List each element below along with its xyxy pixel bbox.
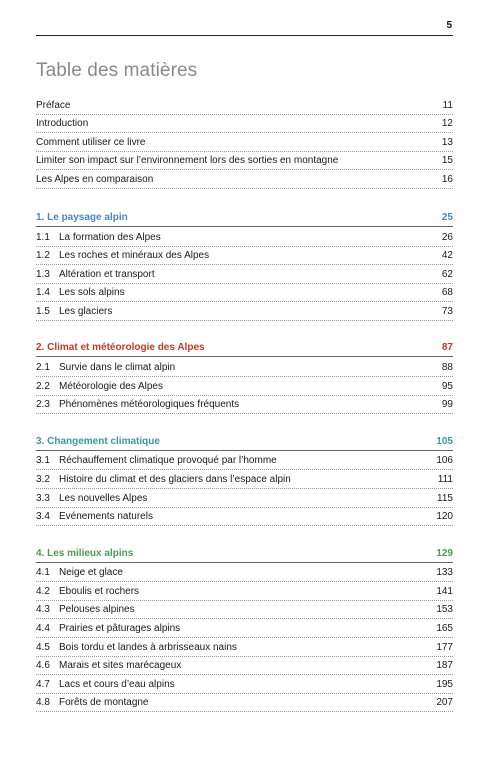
- chapter-heading[interactable]: [36, 545, 453, 563]
- section-label: Forêts de montagne: [59, 697, 149, 709]
- toc-section[interactable]: [36, 582, 453, 601]
- section-number: 4.1: [36, 567, 50, 579]
- section-label: Marais et sites marécageux: [59, 660, 182, 672]
- section-label: Phénomènes météorologiques fréquents: [59, 399, 240, 411]
- toc-section[interactable]: [36, 601, 453, 620]
- page-number: 5: [446, 20, 452, 31]
- section-page: 99: [441, 399, 453, 411]
- section-page: 62: [441, 268, 453, 280]
- toc-entry-label: Limiter son impact sur l’environnement lors des sorties en montagne: [36, 155, 339, 167]
- toc-section[interactable]: [36, 302, 453, 321]
- section-label: Evénements naturels: [59, 511, 153, 523]
- section-label: Les glaciers: [59, 305, 113, 317]
- toc-entry-page: 15: [441, 155, 453, 167]
- toc-section[interactable]: [36, 508, 453, 527]
- section-label: Eboulis et rochers: [59, 585, 140, 597]
- chapter-1: [36, 209, 453, 321]
- section-number: 2.1: [36, 362, 50, 374]
- toc-entry[interactable]: [36, 152, 453, 171]
- chapter-2: [36, 339, 453, 414]
- toc-section[interactable]: [36, 228, 453, 247]
- section-label: Les roches et minéraux des Alpes: [59, 250, 210, 262]
- chapter-title: 3. Changement climatique: [36, 435, 160, 447]
- section-page: 165: [436, 622, 453, 634]
- toc-section[interactable]: [36, 638, 453, 657]
- section-page: 88: [441, 362, 453, 374]
- section-page: 133: [436, 567, 453, 579]
- section-number: 2.2: [36, 380, 50, 392]
- toc-section[interactable]: [36, 247, 453, 266]
- section-label: Les nouvelles Alpes: [59, 492, 148, 504]
- toc-section[interactable]: [36, 358, 453, 377]
- section-page: 195: [436, 678, 453, 690]
- section-label: Survie dans le climat alpin: [59, 362, 176, 374]
- section-number: 4.5: [36, 641, 50, 653]
- chapter-page: 25: [441, 211, 453, 223]
- section-number: 4.2: [36, 585, 50, 597]
- toc-entry-page: 11: [442, 99, 453, 111]
- toc-section[interactable]: [36, 452, 453, 471]
- front-matter: [36, 96, 453, 189]
- section-page: 68: [441, 287, 453, 299]
- chapter-title: 4. Les milieux alpins: [36, 547, 134, 559]
- toc-section[interactable]: [36, 675, 453, 694]
- toc-section[interactable]: [36, 284, 453, 303]
- toc-section[interactable]: [36, 657, 453, 676]
- section-page: 73: [441, 305, 453, 317]
- section-number: 4.7: [36, 678, 50, 690]
- section-number: 4.8: [36, 697, 50, 709]
- section-number: 1.2: [36, 250, 50, 262]
- section-label: Histoire du climat et des glaciers dans l’espace alpin: [59, 473, 291, 485]
- toc-entry[interactable]: [36, 115, 453, 134]
- section-number: 1.5: [36, 305, 50, 317]
- section-page: 153: [436, 604, 453, 616]
- toc-section[interactable]: [36, 470, 453, 489]
- section-number: 4.6: [36, 660, 50, 672]
- chapter-3: [36, 433, 453, 526]
- section-label: Pelouses alpines: [59, 604, 135, 616]
- toc-entry-page: 13: [441, 136, 453, 148]
- section-page: 207: [436, 697, 453, 709]
- page-title: Table des matières: [36, 60, 198, 81]
- toc-entry[interactable]: [36, 133, 453, 152]
- toc-entry[interactable]: [36, 96, 453, 115]
- section-page: 120: [436, 511, 453, 523]
- chapter-page: 105: [436, 435, 453, 447]
- section-label: Réchauffement climatique provoqué par l’homme: [59, 455, 277, 467]
- section-label: Météorologie des Alpes: [59, 380, 163, 392]
- toc-section[interactable]: [36, 694, 453, 713]
- section-label: Bois tordu et landes à arbrisseaux nains: [59, 641, 237, 653]
- section-page: 95: [441, 380, 453, 392]
- section-page: 26: [441, 231, 453, 243]
- section-page: 106: [436, 455, 453, 467]
- chapter-heading[interactable]: [36, 209, 453, 227]
- toc-entry-label: Comment utiliser ce livre: [36, 136, 146, 148]
- section-page: 115: [437, 492, 453, 504]
- chapter-page: 129: [436, 547, 453, 559]
- section-number: 4.3: [36, 604, 50, 616]
- chapter-title: 2. Climat et météorologie des Alpes: [36, 342, 205, 354]
- section-page: 141: [436, 585, 453, 597]
- section-page: 42: [441, 250, 453, 262]
- section-number: 3.3: [36, 492, 50, 504]
- section-number: 3.2: [36, 473, 50, 485]
- section-number: 4.4: [36, 622, 50, 634]
- section-number: 1.1: [36, 231, 50, 243]
- section-label: Altération et transport: [59, 268, 155, 280]
- section-label: Neige et glace: [59, 567, 123, 579]
- chapter-heading[interactable]: [36, 433, 453, 451]
- chapter-page: 87: [441, 342, 453, 354]
- toc-section[interactable]: [36, 564, 453, 583]
- toc-section[interactable]: [36, 377, 453, 396]
- section-page: 187: [436, 660, 453, 672]
- toc-entry[interactable]: [36, 170, 453, 189]
- toc-section[interactable]: [36, 489, 453, 508]
- section-label: La formation des Alpes: [59, 231, 161, 243]
- toc-entry-label: Les Alpes en comparaison: [36, 173, 154, 185]
- section-number: 2.3: [36, 399, 50, 411]
- toc-section[interactable]: [36, 619, 453, 638]
- chapter-heading[interactable]: [36, 339, 453, 357]
- toc-entry-page: 16: [441, 173, 453, 185]
- section-label: Prairies et pâturages alpins: [59, 622, 181, 634]
- toc-entry-label: Introduction: [36, 118, 89, 130]
- chapter-4: [36, 545, 453, 713]
- section-page: 111: [437, 473, 453, 485]
- section-number: 3.4: [36, 511, 50, 523]
- section-number: 1.4: [36, 287, 50, 299]
- table-of-contents: [36, 96, 453, 712]
- chapter-title: 1. Le paysage alpin: [36, 211, 128, 223]
- header-rule: [36, 35, 453, 36]
- section-page: 177: [436, 641, 453, 653]
- toc-section[interactable]: [36, 265, 453, 284]
- toc-entry-page: 12: [441, 118, 453, 130]
- section-label: Lacs et cours d’eau alpins: [59, 678, 175, 690]
- toc-entry-label: Préface: [36, 99, 71, 111]
- section-number: 3.1: [36, 455, 50, 467]
- section-number: 1.3: [36, 268, 50, 280]
- toc-section[interactable]: [36, 396, 453, 415]
- section-label: Les sols alpins: [59, 287, 125, 299]
